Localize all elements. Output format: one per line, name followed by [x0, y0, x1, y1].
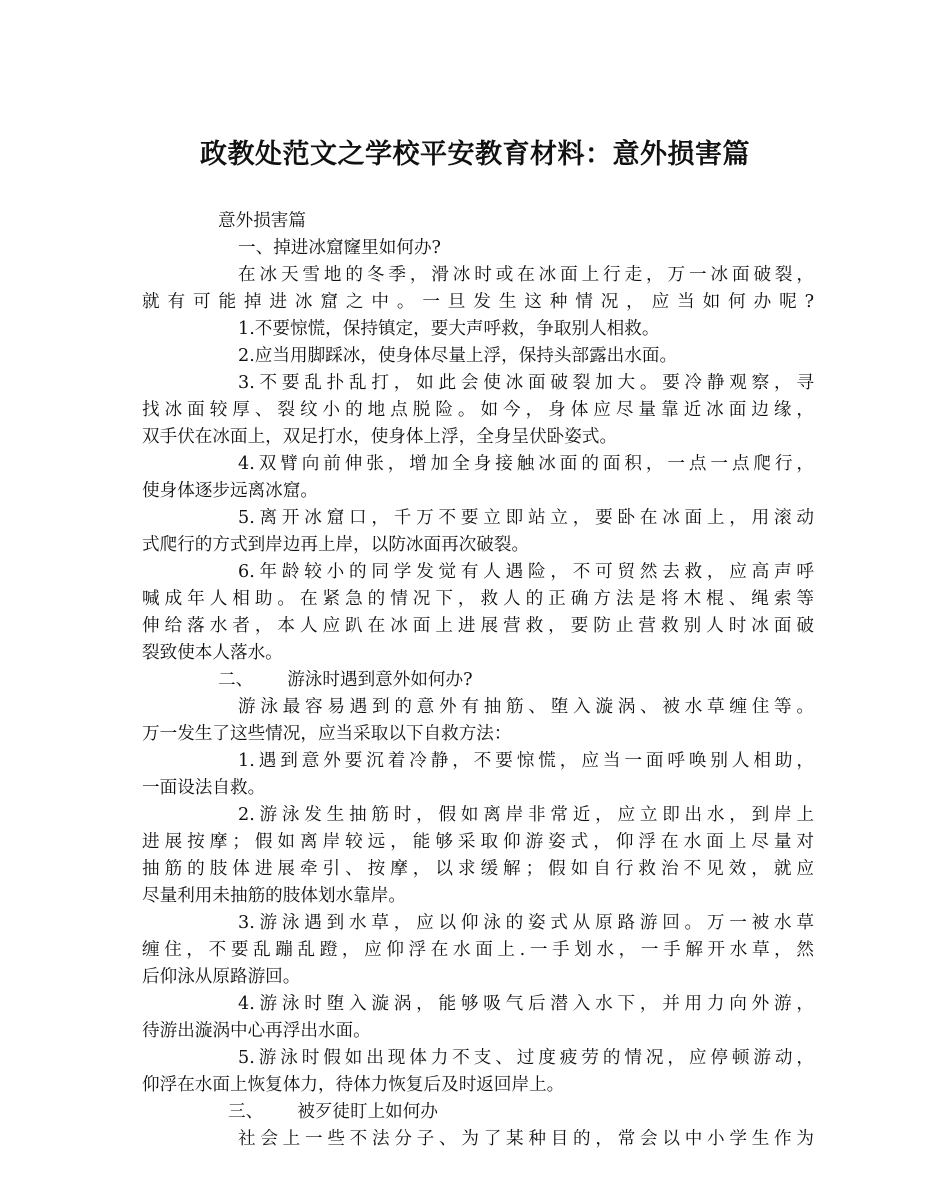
s2-item-4-line: 4.游泳时堕入漩涡，能够吸气后潜入水下，并用力向外游， — [238, 994, 814, 1014]
s1-item-6-line: 伸给落水者，本人应趴在冰面上进展营救，要防止营救别人时冰面破 — [142, 616, 814, 636]
s2-item-2-line: 尽量利用未抽筋的肢体划水靠岸。 — [142, 886, 406, 906]
section-2-heading — [142, 667, 814, 694]
section-2-number: 二、 — [218, 670, 254, 690]
s1-item-6-line: 裂致使本人落水。 — [142, 643, 283, 663]
s1-item-5-line: 5.离开冰窟口，千万不要立即站立，要卧在冰面上，用滚动 — [238, 508, 814, 528]
section-3-number: 三、 — [228, 1102, 264, 1122]
s3-intro-line: 社会上一些不法分子、为了某种目的，常会以中小学生作为 — [238, 1129, 814, 1149]
section-2-title: 游泳时遇到意外如何办? — [287, 670, 473, 690]
s2-item-2-line: 进展按摩；假如离岸较远，能够采取仰游姿式，仰浮在水面上尽量对 — [142, 832, 814, 852]
s1-intro-line: 就有可能掉进冰窟之中。一旦发生这种情况，应当如何办呢? — [142, 292, 814, 312]
s1-item-6-line: 6.年龄较小的同学发觉有人遇险，不可贸然去救，应高声呼 — [238, 562, 814, 582]
s1-item-5-line: 式爬行的方式到岸边再上岸，以防冰面再次破裂。 — [142, 535, 530, 555]
section-1-heading: 一、掉进冰窟窿里如何办? — [238, 238, 441, 258]
s2-item-3-line: 3.游泳遇到水草，应以仰泳的姿式从原路游回。万一被水草 — [238, 913, 814, 933]
s2-item-2-line: 2.游泳发生抽筋时，假如离岸非常近，应立即出水，到岸上 — [238, 805, 814, 825]
s2-intro-line: 万一发生了这些情况，应当采取以下自救方法： — [142, 724, 512, 744]
s1-item-2: 2.应当用脚踩冰，使身体尽量上浮，保持头部露出水面。 — [238, 346, 678, 366]
s1-item-6-line: 喊成年人相助。在紧急的情况下，救人的正确方法是将木棍、绳索等 — [142, 589, 814, 609]
s1-item-4-line: 使身体逐步远离冰窟。 — [142, 481, 318, 501]
s2-item-3-line: 缠住，不要乱蹦乱蹬，应仰浮在水面上.一手划水，一手解开水草，然 — [142, 940, 814, 960]
s1-item-4-line: 4.双臂向前伸张，增加全身接触冰面的面积，一点一点爬行， — [238, 454, 814, 474]
s2-item-5-line: 仰浮在水面上恢复体力，待体力恢复后及时返回岸上。 — [142, 1075, 565, 1095]
s1-item-3-line: 3.不要乱扑乱打，如此会使冰面破裂加大。要冷静观察，寻 — [238, 373, 814, 393]
s2-intro-line: 游泳最容易遇到的意外有抽筋、堕入漩涡、被水草缠住等。 — [238, 697, 814, 717]
section-3-heading — [142, 1099, 814, 1126]
s2-item-1-line: 一面设法自救。 — [142, 778, 266, 798]
s2-item-4-line: 待游出漩涡中心再浮出水面。 — [142, 1021, 371, 1041]
s1-item-3-line: 找冰面较厚、裂纹小的地点脱险。如今，身体应尽量靠近冰面边缘， — [142, 400, 814, 420]
document-body — [142, 208, 814, 1153]
s2-item-3-line: 后仰泳从原路游回。 — [142, 967, 301, 987]
s1-item-1: 1.不要惊慌，保持镇定，要大声呼救，争取别人相救。 — [238, 319, 660, 339]
section-3-title: 被歹徒盯上如何办 — [297, 1102, 438, 1122]
s1-item-3-line: 双手伏在冰面上，双足打水，使身体上浮，全身呈伏卧姿式。 — [142, 427, 618, 447]
s1-intro-line: 在冰天雪地的冬季，滑冰时或在冰面上行走，万一冰面破裂， — [238, 265, 814, 285]
s2-item-2-line: 抽筋的肢体进展牵引、按摩，以求缓解；假如自行救治不见效，就应 — [142, 859, 814, 879]
document-title: 政教处范文之学校平安教育材料：意外损害篇 — [200, 139, 750, 170]
s2-item-1-line: 1.遇到意外要沉着冷静，不要惊慌，应当一面呼唤别人相助， — [238, 751, 814, 771]
subtitle: 意外损害篇 — [218, 211, 306, 231]
s2-item-5-line: 5.游泳时假如出现体力不支、过度疲劳的情况，应停顿游动， — [238, 1048, 814, 1068]
